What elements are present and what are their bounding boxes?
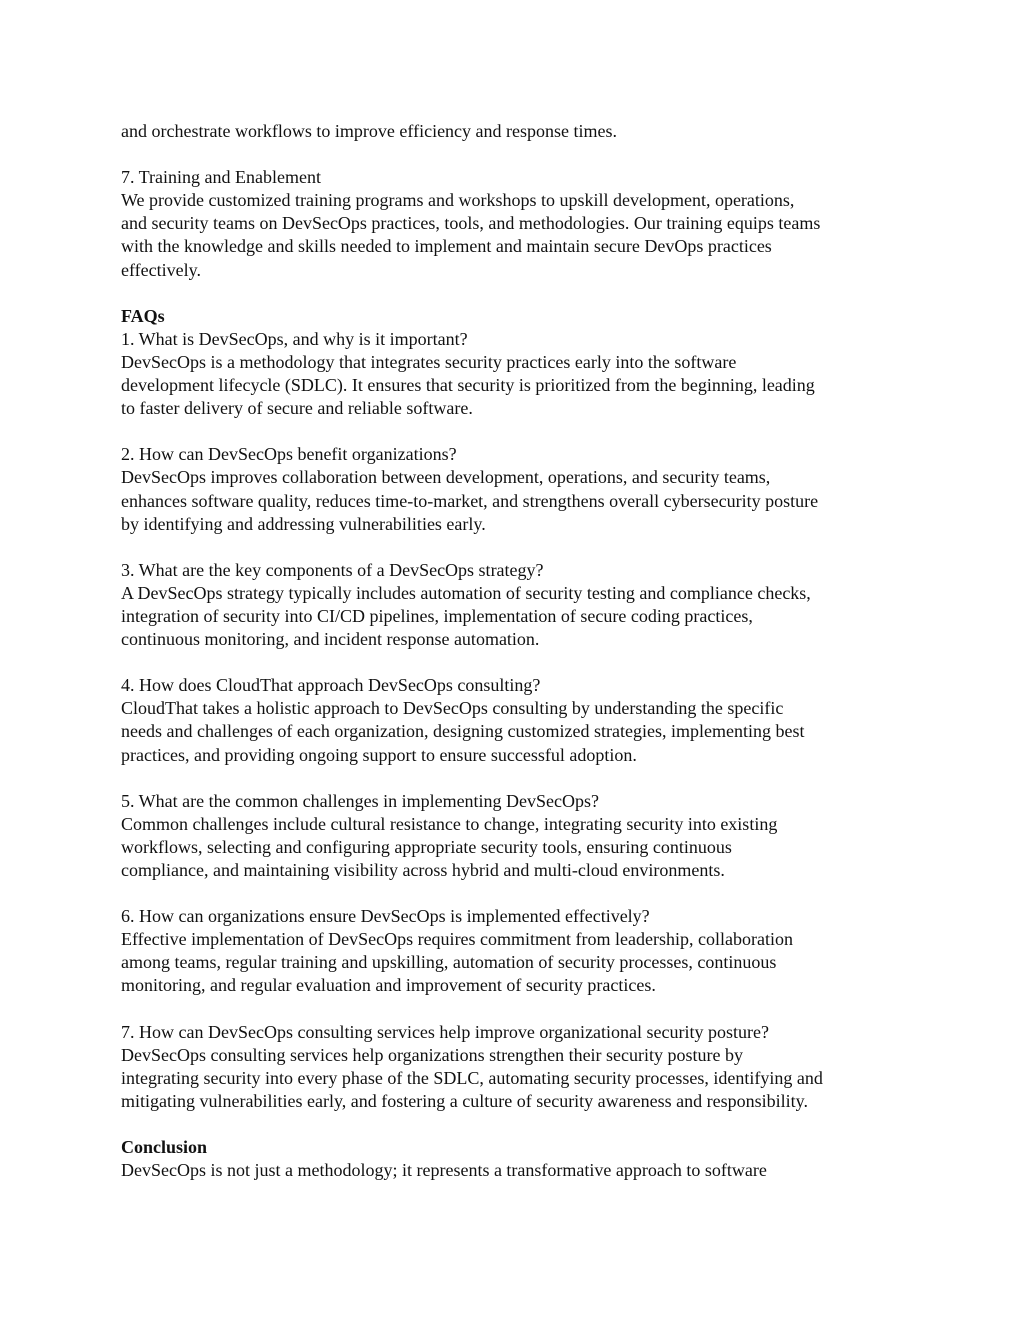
faq-question: 1. What is DevSecOps, and why is it important? xyxy=(121,328,468,349)
faq-answer-line: DevSecOps is a methodology that integrates security practices early into the software xyxy=(121,351,737,372)
faq-answer-line: by identifying and addressing vulnerabilities early. xyxy=(121,513,486,534)
conclusion-heading: Conclusion xyxy=(121,1137,208,1158)
spacer xyxy=(121,882,911,905)
faq-question: 7. How can DevSecOps consulting services help improve organizational security posture? xyxy=(121,1021,769,1042)
faq-answer-line: among teams, regular training and upskilling, automation of security processes, continuous xyxy=(121,952,777,973)
faq-answer-line: Effective implementation of DevSecOps requires commitment from leadership, collaboration xyxy=(121,929,793,950)
spacer xyxy=(121,143,911,166)
faq-question: 6. How can organizations ensure DevSecOps is implemented effectively? xyxy=(121,906,650,927)
faq-answer-line: DevSecOps consulting services help organizations strengthen their security posture by xyxy=(121,1044,744,1065)
conclusion-line: DevSecOps is not just a methodology; it represents a transformative approach to software xyxy=(121,1160,767,1181)
training-heading: 7. Training and Enablement xyxy=(121,167,321,188)
faq-answer-line: practices, and providing ongoing support to ensure successful adoption. xyxy=(121,744,637,765)
spacer xyxy=(121,651,911,674)
faq-question: 5. What are the common challenges in implementing DevSecOps? xyxy=(121,790,600,811)
faq-answer-line: to faster delivery of secure and reliable software. xyxy=(121,398,473,419)
training-line: We provide customized training programs and workshops to upskill development, operations, xyxy=(121,190,795,211)
spacer xyxy=(121,767,911,790)
spacer xyxy=(121,282,911,305)
document-page xyxy=(121,120,911,1182)
faq-answer-line: enhances software quality, reduces time-to-market, and strengthens overall cybersecurity posture xyxy=(121,490,819,511)
spacer xyxy=(121,1113,911,1136)
intro-continuation: and orchestrate workflows to improve efficiency and response times. xyxy=(121,121,618,141)
faq-answer-line: needs and challenges of each organization, designing customized strategies, implementing best xyxy=(121,721,805,742)
faq-answer-line: development lifecycle (SDLC). It ensures that security is prioritized from the beginning, leading xyxy=(121,375,815,396)
faq-answer-line: monitoring, and regular evaluation and improvement of security practices. xyxy=(121,975,656,996)
faq-answer-line: integration of security into CI/CD pipelines, implementation of secure coding practices, xyxy=(121,605,753,626)
training-line: effectively. xyxy=(121,259,201,280)
spacer xyxy=(121,420,911,443)
faq-answer-line: compliance, and maintaining visibility across hybrid and multi-cloud environments. xyxy=(121,860,725,880)
faq-question: 4. How does CloudThat approach DevSecOps consulting? xyxy=(121,675,541,696)
spacer xyxy=(121,536,911,559)
spacer xyxy=(121,998,911,1021)
faq-answer-line: Common challenges include cultural resistance to change, integrating security into existing xyxy=(121,813,778,834)
faq-question: 2. How can DevSecOps benefit organizations? xyxy=(121,444,457,465)
faqs-heading: FAQs xyxy=(121,305,165,326)
faq-answer-line: mitigating vulnerabilities early, and fostering a culture of security awareness and responsibility. xyxy=(121,1090,808,1111)
faq-answer-line: DevSecOps improves collaboration between development, operations, and security teams, xyxy=(121,467,771,488)
training-line: and security teams on DevSecOps practices, tools, and methodologies. Our training equips teams xyxy=(121,213,821,234)
training-line: with the knowledge and skills needed to implement and maintain secure DevOps practices xyxy=(121,236,772,257)
faq-answer-line: continuous monitoring, and incident response automation. xyxy=(121,629,540,650)
faq-answer-line: A DevSecOps strategy typically includes automation of security testing and compliance checks, xyxy=(121,582,811,603)
faq-question: 3. What are the key components of a DevSecOps strategy? xyxy=(121,559,544,580)
faq-answer-line: workflows, selecting and configuring appropriate security tools, ensuring continuous xyxy=(121,836,732,857)
faq-answer-line: CloudThat takes a holistic approach to DevSecOps consulting by understanding the specific xyxy=(121,698,784,719)
faq-answer-line: integrating security into every phase of the SDLC, automating security processes, identifying and xyxy=(121,1067,823,1088)
